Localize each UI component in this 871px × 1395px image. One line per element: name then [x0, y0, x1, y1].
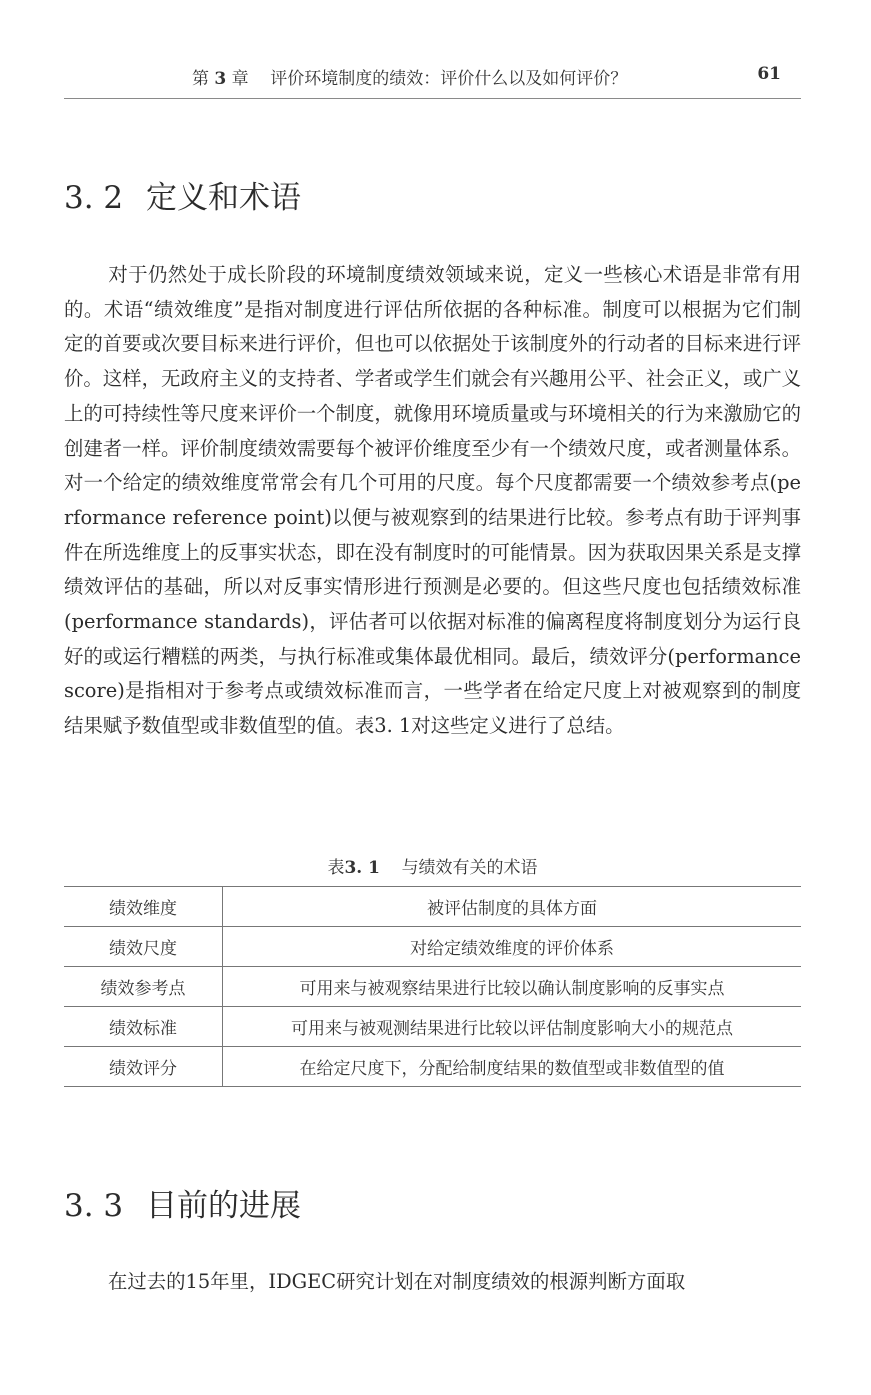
- section-number: 3. 3: [64, 1188, 124, 1224]
- table-row: [64, 887, 801, 927]
- table-row: [64, 1047, 801, 1087]
- term-cell: 绩效评分: [64, 1047, 223, 1087]
- page-number: 61: [757, 64, 781, 84]
- section-heading-3-3: [64, 1180, 301, 1225]
- term-cell: 绩效参考点: [64, 967, 223, 1007]
- body-paragraph: [64, 258, 801, 744]
- running-header: [64, 62, 801, 94]
- chapter-suffix: 章: [231, 69, 249, 89]
- definition-cell: 对给定绩效维度的评价体系: [223, 927, 802, 967]
- section-title: 目前的进展: [146, 1188, 301, 1224]
- definition-cell: 在给定尺度下，分配给制度结果的数值型或非数值型的值: [223, 1047, 802, 1087]
- header-rule: [64, 98, 801, 99]
- body-paragraph: [64, 1265, 801, 1300]
- table-row: [64, 927, 801, 967]
- chapter-number: 3: [214, 69, 227, 89]
- table-row: [64, 1007, 801, 1047]
- section-number: 3. 2: [64, 180, 124, 216]
- table-caption-number: 3. 1: [344, 858, 380, 878]
- table-caption: [64, 853, 801, 878]
- terms-table: [64, 886, 801, 1087]
- term-cell: 绩效维度: [64, 887, 223, 927]
- running-title: [192, 64, 627, 89]
- table-caption-title: 与绩效有关的术语: [401, 858, 538, 878]
- term-cell: 绩效标准: [64, 1007, 223, 1047]
- paragraph-text: 对于仍然处于成长阶段的环境制度绩效领域来说，定义一些核心术语是非常有用的。术语“绩效维度”是指对制度进行评估所依据的各种标准。制度可以根据为它们制定的首要或次要目标来进行评价，但也可以依据处于该制度外的行动者的目标来进行评价。这样，无政府主义的支持者、学者或学生们就会有兴趣用公平、社会正义，或广义上的可持续性等尺度来评价一个制度，就像用环境质量或与环境相关的行为来激励它的创建者一样。评价制度绩效需要每个被评价维度至少有一个绩效尺度，或者测量体系。对一个给定的绩效维度常常会有几个可用的尺度。每个尺度都需要一个绩效参考点(performance reference point)以便与被观察到的结果进行比较。参考点有助于评判事件在所选维度上的反事实状态，即在没有制度时的可能情景。因为获取因果关系是支撑绩效评估的基础，所以对反事实情形进行预测是必要的。但这些尺度也包括绩效标准(performance standards)，评估者可以依据对标准的偏离程度将制度划分为运行良好的或运行糟糕的两类，与执行标准或集体最优相同。最后，绩效评分(performance score)是指相对于参考点或绩效标准而言，一些学者在给定尺度上对被观察到的制度结果赋予数值型或非数值型的值。表3. 1对这些定义进行了总结。: [64, 263, 801, 738]
- term-cell: 绩效尺度: [64, 927, 223, 967]
- section-heading-3-2: [64, 172, 301, 217]
- definition-cell: 被评估制度的具体方面: [223, 887, 802, 927]
- chapter-title: 评价环境制度的绩效：评价什么以及如何评价？: [270, 69, 628, 89]
- section-title: 定义和术语: [146, 180, 301, 216]
- definition-cell: 可用来与被观察结果进行比较以确认制度影响的反事实点: [223, 967, 802, 1007]
- table-caption-prefix: 表: [327, 858, 345, 878]
- chapter-prefix: 第: [192, 69, 209, 89]
- paragraph-text: 在过去的15年里，IDGEC研究计划在对制度绩效的根源判断方面取: [108, 1270, 686, 1293]
- table-row: [64, 967, 801, 1007]
- definition-cell: 可用来与被观测结果进行比较以评估制度影响大小的规范点: [223, 1007, 802, 1047]
